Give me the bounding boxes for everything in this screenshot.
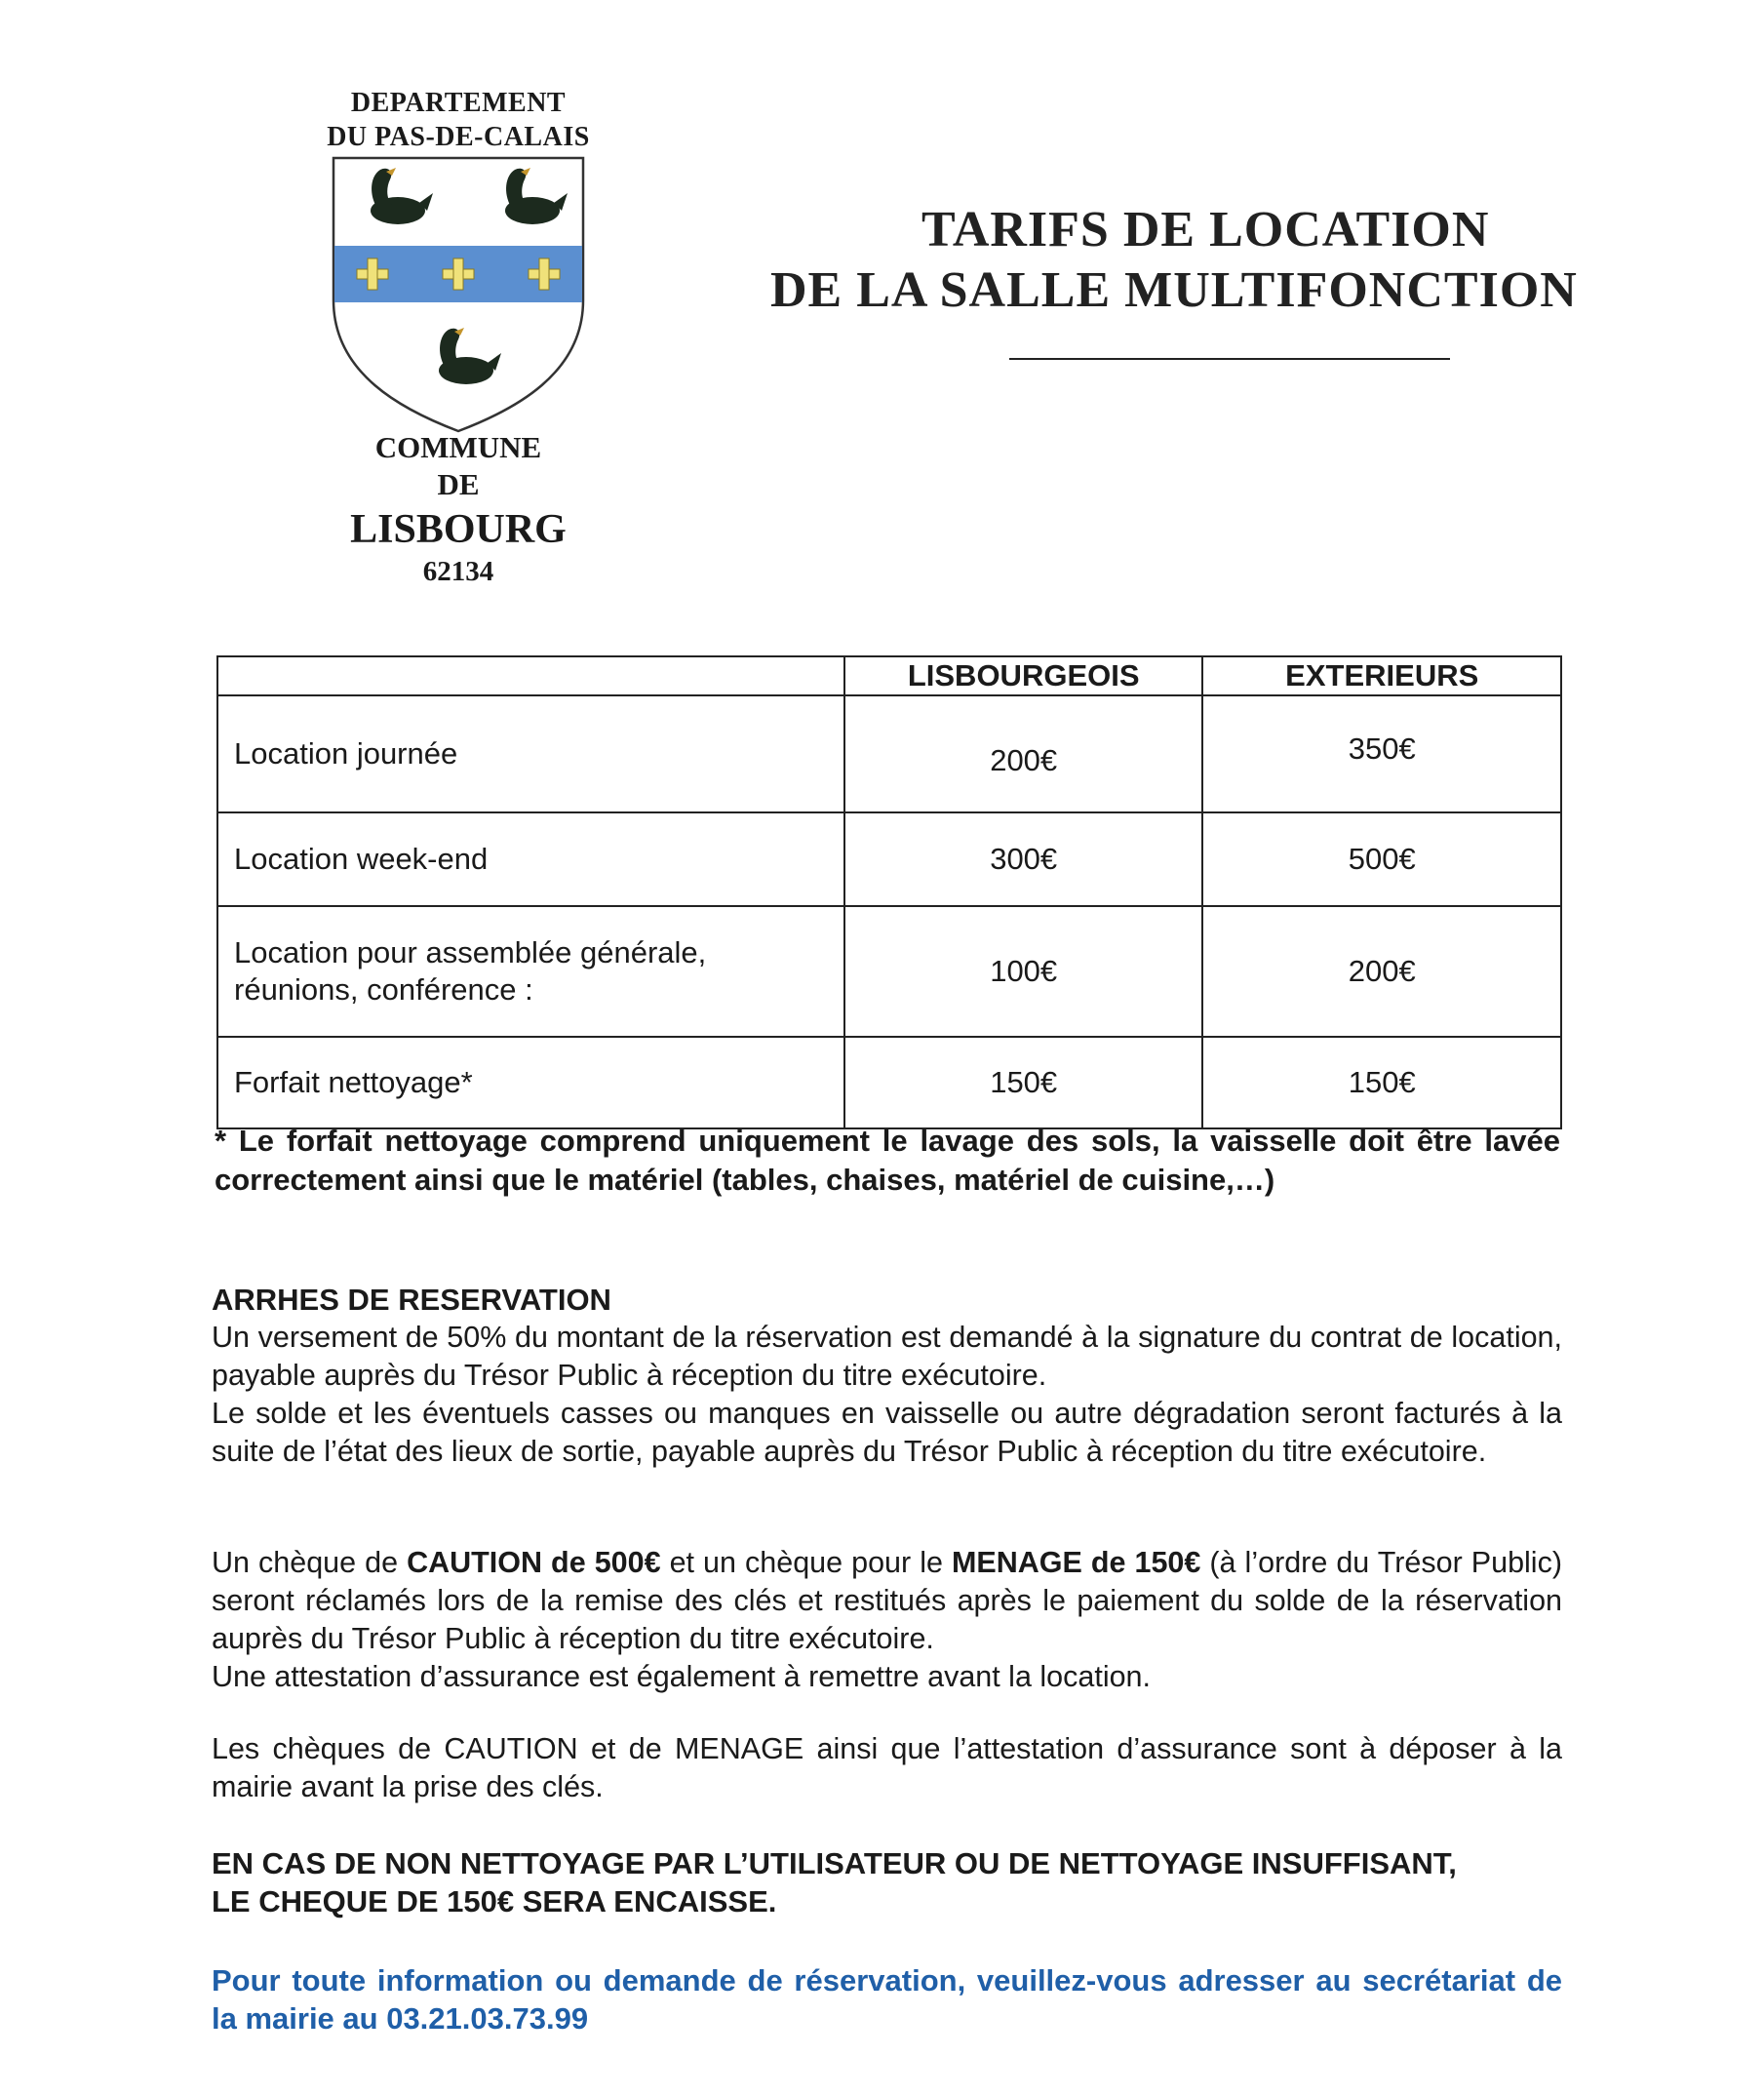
table-header-row bbox=[217, 656, 1561, 695]
warning-line-1: EN CAS DE NON NETTOYAGE PAR L’UTILISATEUR OU DE NETTOYAGE INSUFFISANT, bbox=[212, 1846, 1457, 1880]
warning-line-2: LE CHEQUE DE 150€ SERA ENCAISSE. bbox=[212, 1884, 777, 1918]
insurance-paragraph: Une attestation d’assurance est également à remettre avant la location. bbox=[212, 1660, 1151, 1693]
column-header-exterieurs: EXTERIEURS bbox=[1202, 656, 1561, 695]
letterhead bbox=[293, 86, 624, 435]
cleaning-footnote: * Le forfait nettoyage comprend uniquement le lavage des sols, la vaisselle doit être lavée correctement ainsi que le matériel (tables, chaises, matériel de cuisine,…) bbox=[215, 1124, 1560, 1197]
title-underline bbox=[1009, 358, 1450, 360]
arrhes-section bbox=[212, 1281, 1562, 1471]
price-exterieurs: 500€ bbox=[1202, 812, 1561, 906]
column-header-label bbox=[217, 656, 844, 695]
row-label: Location week-end bbox=[217, 812, 844, 906]
row-label-line-1: Location pour assemblée générale, bbox=[234, 935, 707, 969]
caution-text-3: (à l’ordre du Trésor Public) seront réclamés lors de la remise des clés et restitués après le paiement du solde de la réservation auprès du Trésor Public à réception du titre exécutoire. bbox=[212, 1546, 1562, 1655]
price-lisbourgeois: 200€ bbox=[844, 695, 1203, 812]
coat-of-arms-icon bbox=[330, 154, 587, 435]
commune-de-label: DE bbox=[437, 467, 480, 501]
commune-block bbox=[293, 429, 624, 589]
department-line-2: DU PAS-DE-CALAIS bbox=[327, 122, 590, 152]
title-line-2: DE LA SALLE MULTIFONCTION bbox=[770, 262, 1578, 318]
department-line-1: DEPARTEMENT bbox=[350, 88, 567, 118]
price-exterieurs: 150€ bbox=[1202, 1037, 1561, 1128]
caution-paragraph bbox=[212, 1544, 1562, 1658]
caution-section bbox=[212, 1544, 1562, 1696]
table-row bbox=[217, 1037, 1561, 1128]
title-line-1: TARIFS DE LOCATION bbox=[921, 202, 1490, 257]
price-exterieurs: 350€ bbox=[1202, 695, 1561, 812]
table-row bbox=[217, 695, 1561, 812]
deposit-paragraph: Les chèques de CAUTION et de MENAGE ainsi que l’attestation d’assurance sont à déposer à la mairie avant la prise des clés. bbox=[212, 1732, 1562, 1803]
tariff-table bbox=[216, 655, 1562, 1129]
caution-amount: CAUTION de 500€ bbox=[407, 1546, 661, 1579]
column-header-lisbourgeois: LISBOURGEOIS bbox=[844, 656, 1203, 695]
table-row bbox=[217, 812, 1561, 906]
caution-text-2: et un chèque pour le bbox=[660, 1546, 952, 1579]
arrhes-paragraph-1: Un versement de 50% du montant de la réservation est demandé à la signature du contrat de location, payable auprès du Trésor Public à réception du titre exécutoire. bbox=[212, 1321, 1562, 1392]
town-name: LISBOURG bbox=[350, 507, 567, 552]
row-label: Location journée bbox=[217, 695, 844, 812]
arrhes-paragraph-2: Le solde et les éventuels casses ou manques en vaisselle ou autre dégradation seront facturés à la suite de l’état des lieux de sortie, payable auprès du Trésor Public à réception du titre exécutoire. bbox=[212, 1397, 1562, 1468]
row-label bbox=[217, 906, 844, 1037]
row-label-line-2: réunions, conférence : bbox=[234, 972, 533, 1007]
price-lisbourgeois: 150€ bbox=[844, 1037, 1203, 1128]
table-row bbox=[217, 906, 1561, 1037]
price-lisbourgeois: 100€ bbox=[844, 906, 1203, 1037]
contact-info: Pour toute information ou demande de réservation, veuillez-vous adresser au secrétariat de la mairie au 03.21.03.73.99 bbox=[212, 1963, 1562, 2036]
caution-text-1: Un chèque de bbox=[212, 1546, 408, 1579]
row-label: Forfait nettoyage* bbox=[217, 1037, 844, 1128]
postal-code: 62134 bbox=[422, 556, 494, 587]
commune-label: COMMUNE bbox=[374, 430, 542, 464]
menage-amount: MENAGE de 150€ bbox=[951, 1546, 1201, 1579]
page-title bbox=[770, 200, 1764, 321]
cleaning-warning bbox=[212, 1844, 1562, 1920]
price-lisbourgeois: 300€ bbox=[844, 812, 1203, 906]
arrhes-heading: ARRHES DE RESERVATION bbox=[212, 1283, 611, 1317]
price-exterieurs: 200€ bbox=[1202, 906, 1561, 1037]
deposit-section bbox=[212, 1730, 1562, 1806]
